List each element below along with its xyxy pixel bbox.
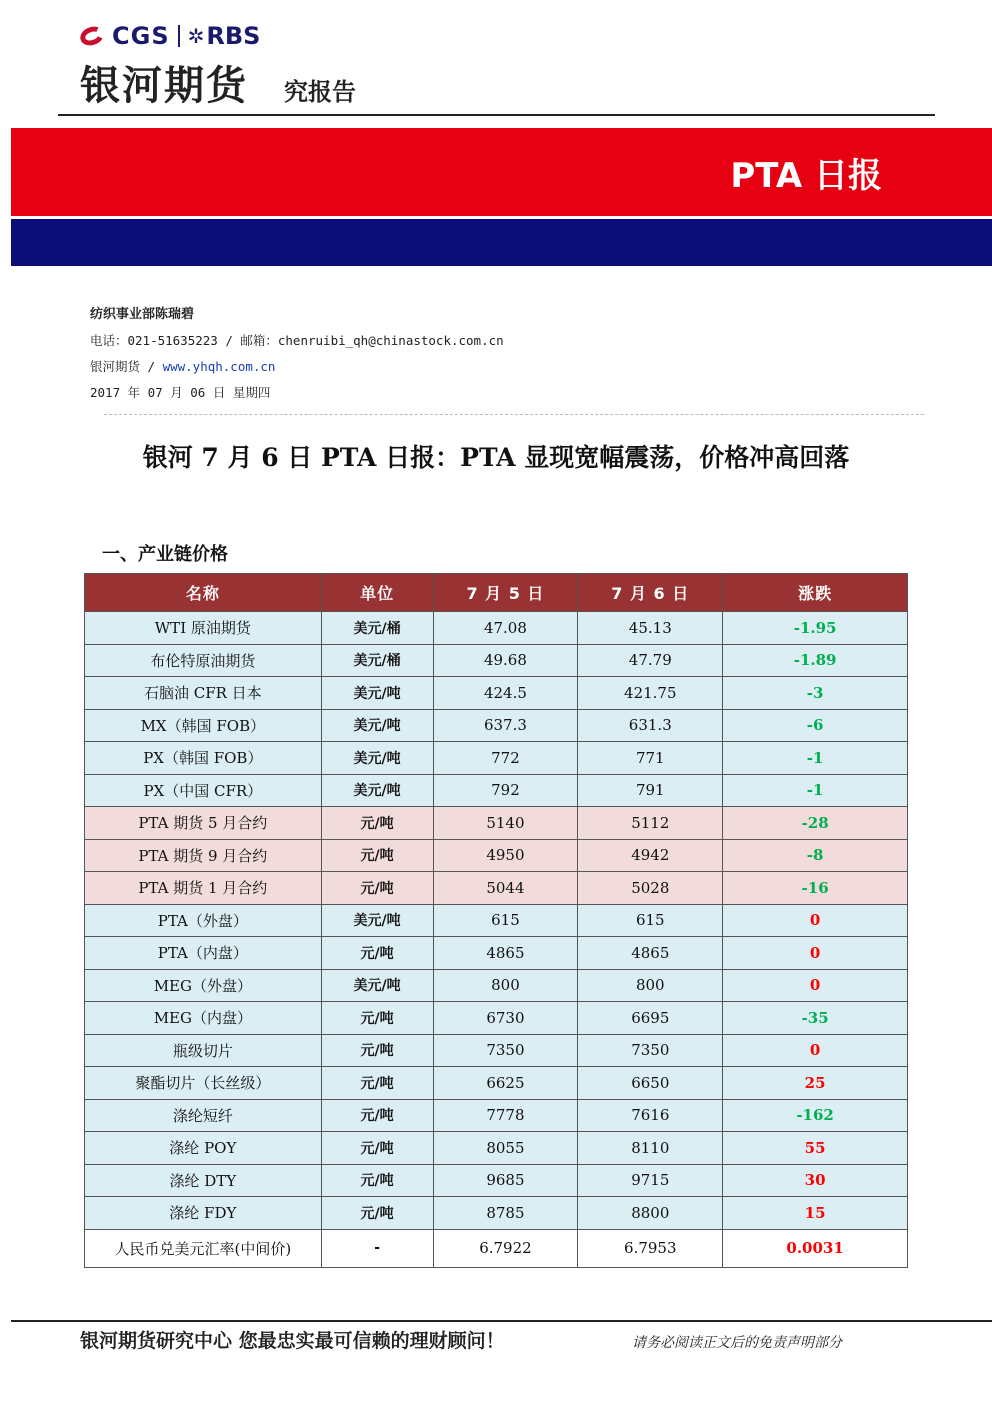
cell-change: -3 <box>723 677 908 710</box>
cell-change: 0 <box>723 969 908 1002</box>
cell-change: 30 <box>723 1164 908 1197</box>
dashed-divider <box>104 414 924 415</box>
cell-unit: 美元/吨 <box>321 774 433 807</box>
cell-date2: 6695 <box>578 1002 723 1035</box>
site-link[interactable]: www.yhqh.com.cn <box>162 359 276 374</box>
cell-change: -6 <box>723 709 908 742</box>
table-row <box>85 1229 908 1267</box>
table-row <box>85 1034 908 1067</box>
cell-name: 涤纶 FDY <box>85 1197 322 1230</box>
cell-change: 55 <box>723 1132 908 1165</box>
cell-date2: 7350 <box>578 1034 723 1067</box>
cell-name: MEG（内盘） <box>85 1002 322 1035</box>
author-department: 纺织事业部陈瑞碧 <box>90 307 195 322</box>
cell-date1: 47.08 <box>433 612 578 645</box>
cell-name: 涤纶 POY <box>85 1132 322 1165</box>
cell-date1: 792 <box>433 774 578 807</box>
cell-change: -1.89 <box>723 644 908 677</box>
cell-date1: 8055 <box>433 1132 578 1165</box>
cell-unit: 美元/吨 <box>321 709 433 742</box>
table-row <box>85 839 908 872</box>
table-row <box>85 937 908 970</box>
cell-unit: 元/吨 <box>321 1067 433 1100</box>
cell-change: 0 <box>723 937 908 970</box>
cell-date1: 8785 <box>433 1197 578 1230</box>
site-prefix: 银河期货 / <box>90 359 163 374</box>
cell-date2: 8800 <box>578 1197 723 1230</box>
section-title: 一、产业链价格 <box>102 544 228 565</box>
cell-date2: 771 <box>578 742 723 775</box>
cell-unit: 元/吨 <box>321 1002 433 1035</box>
cell-date1: 4865 <box>433 937 578 970</box>
table-row <box>85 1132 908 1165</box>
logo-rbs-text: RBS <box>206 22 261 50</box>
cell-change: -28 <box>723 807 908 840</box>
cell-date1: 615 <box>433 904 578 937</box>
header-date1: 7 月 5 日 <box>433 574 578 612</box>
cgs-swirl-icon <box>78 24 108 48</box>
headline: 银河 7 月 6 日 PTA 日报：PTA 显现宽幅震荡，价格冲高回落 <box>142 443 850 472</box>
cell-change: -8 <box>723 839 908 872</box>
cell-unit: 美元/桶 <box>321 612 433 645</box>
cell-unit: 美元/吨 <box>321 742 433 775</box>
cell-unit: 元/吨 <box>321 872 433 905</box>
cell-date1: 800 <box>433 969 578 1002</box>
cell-unit: - <box>321 1229 433 1267</box>
cell-date1: 6.7922 <box>433 1229 578 1267</box>
title-banner-blue <box>11 219 992 266</box>
cell-date2: 615 <box>578 904 723 937</box>
author-info <box>90 302 504 406</box>
cell-name: 人民币兑美元汇率(中间价) <box>85 1229 322 1267</box>
header-unit: 单位 <box>321 574 433 612</box>
cell-name: PTA（内盘） <box>85 937 322 970</box>
logo-separator <box>178 25 180 47</box>
cell-date1: 424.5 <box>433 677 578 710</box>
table-row <box>85 872 908 905</box>
cell-name: 石脑油 CFR 日本 <box>85 677 322 710</box>
header-name: 名称 <box>85 574 322 612</box>
author-contact: 电话：021-51635223 / 邮箱：chenruibi_qh@chinastock.com.cn <box>90 333 504 348</box>
table-row <box>85 677 908 710</box>
cell-date2: 7616 <box>578 1099 723 1132</box>
cell-name: MX（韩国 FOB） <box>85 709 322 742</box>
header-divider <box>58 114 935 116</box>
cell-date1: 5044 <box>433 872 578 905</box>
cell-name: PX（韩国 FOB） <box>85 742 322 775</box>
table-row <box>85 742 908 775</box>
report-date: 2017 年 07 月 06 日 星期四 <box>90 385 271 400</box>
cell-unit: 美元/桶 <box>321 644 433 677</box>
cell-name: WTI 原油期货 <box>85 612 322 645</box>
cell-date1: 7350 <box>433 1034 578 1067</box>
footer-divider <box>11 1320 992 1322</box>
cell-name: PTA 期货 1 月合约 <box>85 872 322 905</box>
cell-name: PTA 期货 9 月合约 <box>85 839 322 872</box>
logo-cgs-text: CGS <box>112 22 170 50</box>
table-row <box>85 904 908 937</box>
cell-unit: 元/吨 <box>321 1164 433 1197</box>
cell-date2: 6650 <box>578 1067 723 1100</box>
cell-change: 15 <box>723 1197 908 1230</box>
table-row <box>85 807 908 840</box>
cell-name: 涤纶短纤 <box>85 1099 322 1132</box>
cell-unit: 元/吨 <box>321 1197 433 1230</box>
table-row <box>85 1197 908 1230</box>
table-row <box>85 969 908 1002</box>
table-row <box>85 644 908 677</box>
table-row <box>85 1002 908 1035</box>
cell-date2: 8110 <box>578 1132 723 1165</box>
cell-change: 0 <box>723 1034 908 1067</box>
cell-date1: 5140 <box>433 807 578 840</box>
cell-name: 瓶级切片 <box>85 1034 322 1067</box>
report-title: PTA 日报 <box>730 156 882 196</box>
price-table <box>84 573 908 1268</box>
table-header-row <box>85 574 908 612</box>
brand-name: 银河期货 <box>80 63 248 109</box>
cell-name: PX（中国 CFR） <box>85 774 322 807</box>
cell-change: -16 <box>723 872 908 905</box>
cell-unit: 元/吨 <box>321 807 433 840</box>
cell-date2: 45.13 <box>578 612 723 645</box>
cell-unit: 美元/吨 <box>321 677 433 710</box>
table-row <box>85 774 908 807</box>
author-site <box>90 354 504 380</box>
table-row <box>85 709 908 742</box>
cell-date2: 47.79 <box>578 644 723 677</box>
table-body <box>85 612 908 1268</box>
cell-change: 0 <box>723 904 908 937</box>
cell-date2: 9715 <box>578 1164 723 1197</box>
cell-unit: 元/吨 <box>321 1132 433 1165</box>
cell-change: -1 <box>723 774 908 807</box>
cell-date1: 637.3 <box>433 709 578 742</box>
cell-date1: 9685 <box>433 1164 578 1197</box>
cell-change: -35 <box>723 1002 908 1035</box>
footer-disclaimer: 请务必阅读正文后的免责声明部分 <box>632 1335 842 1351</box>
cell-change: -1.95 <box>723 612 908 645</box>
cell-change: -1 <box>723 742 908 775</box>
cell-date2: 421.75 <box>578 677 723 710</box>
cell-date2: 5112 <box>578 807 723 840</box>
cell-date2: 6.7953 <box>578 1229 723 1267</box>
cell-unit: 元/吨 <box>321 839 433 872</box>
rbs-daisy-icon: ✲ <box>187 24 205 48</box>
cell-date1: 772 <box>433 742 578 775</box>
cell-date2: 4865 <box>578 937 723 970</box>
cell-change: -162 <box>723 1099 908 1132</box>
company-logo <box>78 22 260 50</box>
footer-slogan: 银河期货研究中心 您最忠实最可信赖的理财顾问！ <box>80 1330 505 1352</box>
cell-date1: 6730 <box>433 1002 578 1035</box>
brand-subtitle: 究报告 <box>284 78 356 106</box>
header-change: 涨跌 <box>723 574 908 612</box>
cell-date1: 49.68 <box>433 644 578 677</box>
table-row <box>85 1164 908 1197</box>
cell-name: 涤纶 DTY <box>85 1164 322 1197</box>
cell-name: PTA 期货 5 月合约 <box>85 807 322 840</box>
cell-unit: 元/吨 <box>321 1034 433 1067</box>
cell-unit: 元/吨 <box>321 937 433 970</box>
cell-date2: 4942 <box>578 839 723 872</box>
cell-date2: 5028 <box>578 872 723 905</box>
cell-date1: 6625 <box>433 1067 578 1100</box>
cell-date2: 631.3 <box>578 709 723 742</box>
cell-unit: 元/吨 <box>321 1099 433 1132</box>
table-row <box>85 1099 908 1132</box>
cell-name: 聚酯切片（长丝级） <box>85 1067 322 1100</box>
cell-date1: 7778 <box>433 1099 578 1132</box>
cell-date2: 800 <box>578 969 723 1002</box>
cell-date2: 791 <box>578 774 723 807</box>
cell-date1: 4950 <box>433 839 578 872</box>
cell-unit: 美元/吨 <box>321 904 433 937</box>
cell-name: PTA（外盘） <box>85 904 322 937</box>
cell-change: 0.0031 <box>723 1229 908 1267</box>
cell-name: 布伦特原油期货 <box>85 644 322 677</box>
cell-name: MEG（外盘） <box>85 969 322 1002</box>
table-row <box>85 612 908 645</box>
header-date2: 7 月 6 日 <box>578 574 723 612</box>
cell-change: 25 <box>723 1067 908 1100</box>
table-row <box>85 1067 908 1100</box>
cell-unit: 美元/吨 <box>321 969 433 1002</box>
